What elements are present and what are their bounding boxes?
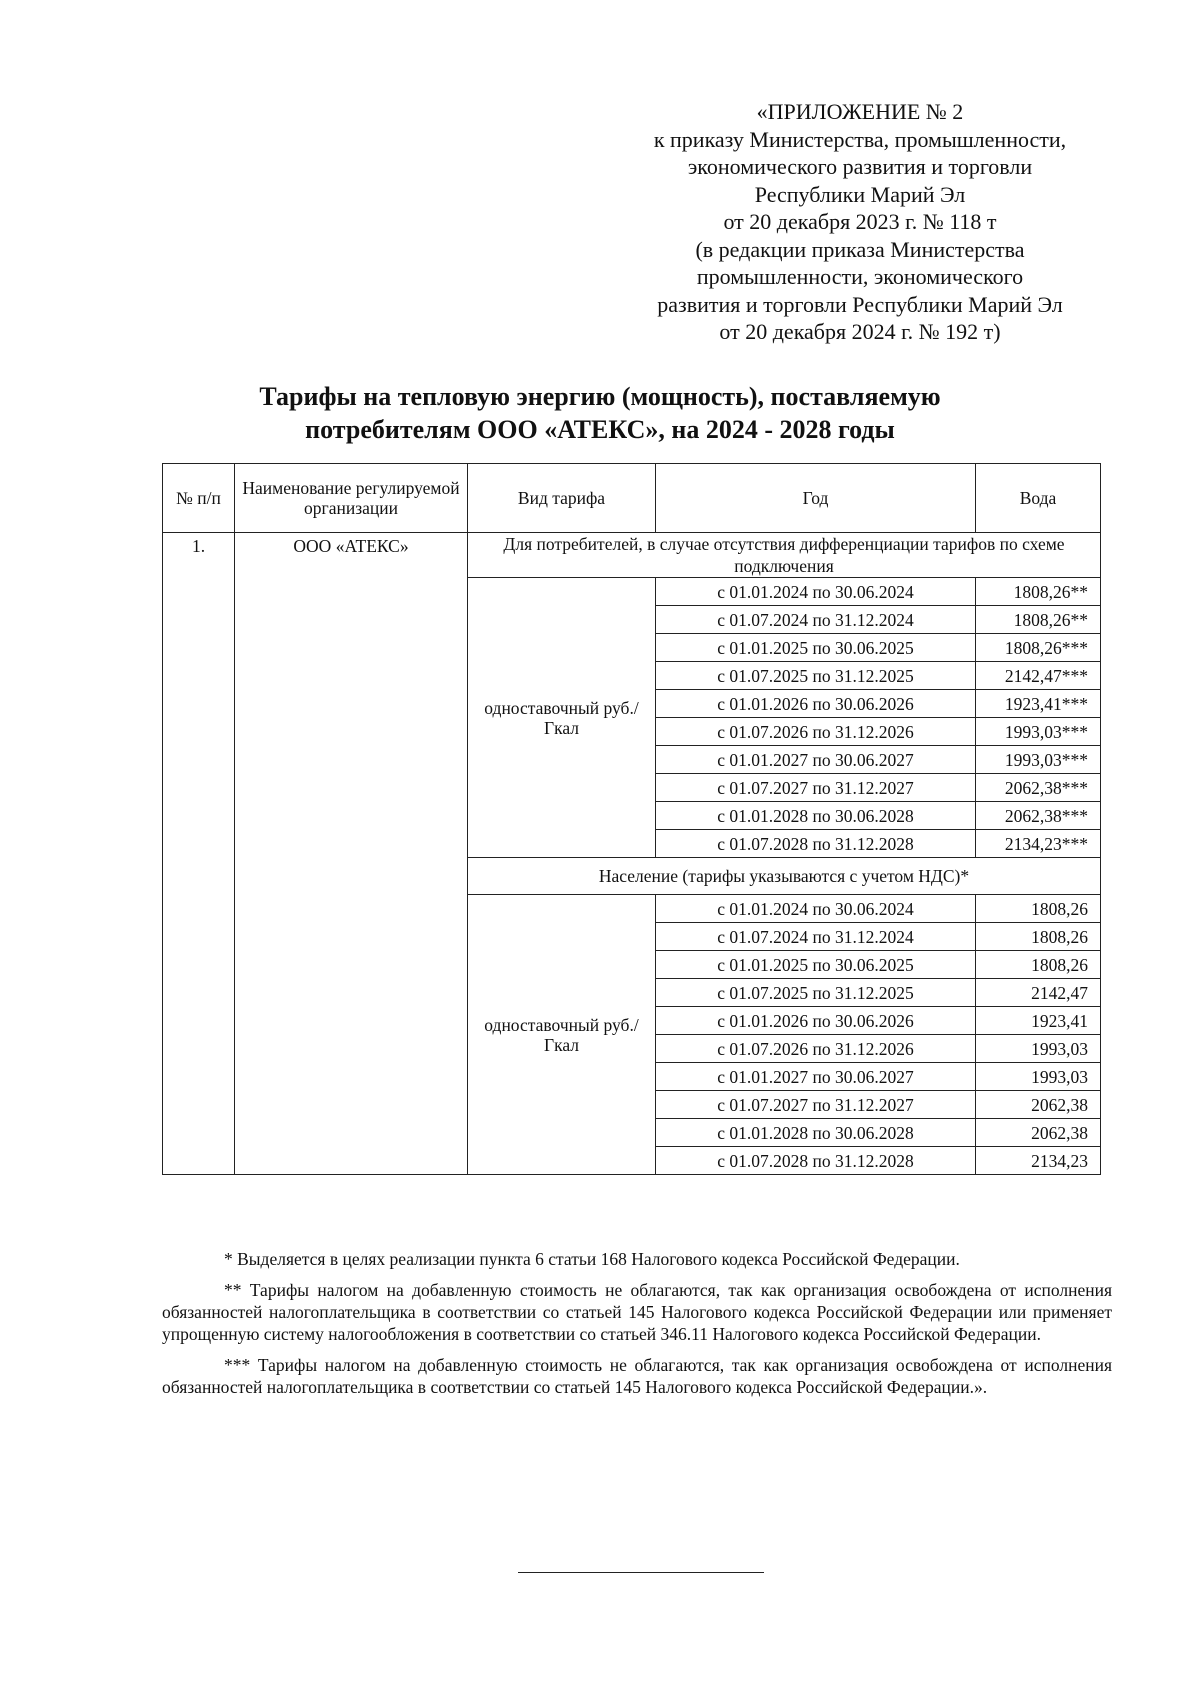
appendix-line: к приказу Министерства, промышленности, [653,126,1067,152]
value-cell: 1923,41 [976,1007,1101,1035]
value-cell: 2134,23*** [976,830,1101,858]
organization-name: ООО «АТЕКС» [235,533,468,1175]
header-tariff-type: Вид тарифа [468,464,656,533]
appendix-line: экономического развития и торговли [687,154,1033,179]
footnote-double-asterisk: ** Тарифы налогом на добавленную стоимость не облагаются, так как организация освобождена от исполнения обязанностей налогоплательщика в соответствии со статьей 145 Налогового кодекса Российской Федерации или применяет упрощенную систему налогообложения в соответствии со статьей 346.11 Налогового кодекса Российской Федерации. [162,1280,1112,1344]
period-cell: с 01.01.2027 по 30.06.2027 [656,746,976,774]
period-cell: с 01.01.2028 по 30.06.2028 [656,802,976,830]
appendix-line: Республики Марий Эл [754,181,966,207]
period-cell: с 01.01.2027 по 30.06.2027 [656,1063,976,1091]
value-cell: 2062,38 [976,1119,1101,1147]
value-cell: 1808,26 [976,923,1101,951]
row-number: 1. [163,533,235,1175]
period-cell: с 01.01.2026 по 30.06.2026 [656,690,976,718]
tariff-type: одноставочный руб./Гкал [468,578,656,858]
footnote-single-asterisk: * Выделяется в целях реализации пункта 6 статьи 168 Налогового кодекса Российской Федерации. [224,1249,960,1269]
value-cell: 2142,47 [976,979,1101,1007]
title-line: Тарифы на тепловую энергию (мощность), поставляемую [259,382,941,411]
header-year: Год [656,464,976,533]
header-org: Наименование регулируемой организации [235,464,468,533]
period-cell: с 01.07.2024 по 31.12.2024 [656,923,976,951]
value-cell: 2134,23 [976,1147,1101,1175]
value-cell: 1808,26** [976,606,1101,634]
footnotes [162,1248,1112,1407]
value-cell: 1993,03*** [976,718,1101,746]
document-title [150,380,1050,446]
period-cell: с 01.07.2026 по 31.12.2026 [656,718,976,746]
period-cell: с 01.01.2028 по 30.06.2028 [656,1119,976,1147]
period-cell: с 01.07.2028 по 31.12.2028 [656,1147,976,1175]
value-cell: 1808,26*** [976,634,1101,662]
period-cell: с 01.07.2026 по 31.12.2026 [656,1035,976,1063]
period-cell: с 01.07.2025 по 31.12.2025 [656,662,976,690]
section-title: Население (тарифы указываются с учетом НДС)* [468,858,1101,895]
header-water: Вода [976,464,1101,533]
appendix-heading [600,98,1120,346]
value-cell: 1808,26 [976,951,1101,979]
period-cell: с 01.01.2026 по 30.06.2026 [656,1007,976,1035]
period-cell: с 01.07.2025 по 31.12.2025 [656,979,976,1007]
value-cell: 1993,03 [976,1063,1101,1091]
appendix-line: промышленности, экономического [696,264,1024,289]
period-cell: с 01.01.2024 по 30.06.2024 [656,895,976,923]
section-title: Для потребителей, в случае отсутствия дифференциации тарифов по схеме подключения [468,533,1101,578]
title-line: потребителям ООО «АТЕКС», на 2024 - 2028 годы [305,415,895,444]
value-cell: 1993,03*** [976,746,1101,774]
period-cell: с 01.07.2027 по 31.12.2027 [656,774,976,802]
appendix-line: (в редакции приказа Министерства [695,236,1025,262]
closing-rule [518,1572,764,1573]
value-cell: 1808,26** [976,578,1101,606]
value-cell: 1993,03 [976,1035,1101,1063]
period-cell: с 01.01.2025 по 30.06.2025 [656,634,976,662]
value-cell: 1808,26 [976,895,1101,923]
appendix-line: развития и торговли Республики Марий Эл [657,291,1063,317]
period-cell: с 01.07.2027 по 31.12.2027 [656,1091,976,1119]
value-cell: 2062,38 [976,1091,1101,1119]
value-cell: 2062,38*** [976,802,1101,830]
value-cell: 2142,47*** [976,662,1101,690]
value-cell: 2062,38*** [976,774,1101,802]
period-cell: с 01.07.2028 по 31.12.2028 [656,830,976,858]
appendix-line: от 20 декабря 2023 г. № 118 т [723,209,997,234]
appendix-line: от 20 декабря 2024 г. № 192 т) [719,319,1001,344]
footnote-triple-asterisk: *** Тарифы налогом на добавленную стоимость не облагаются, так как организация освобождена от исполнения обязанностей налогоплательщика в соответствии со статьей 145 Налогового кодекса Российской Федерации.». [162,1355,1112,1397]
tariff-table [162,463,1101,1175]
period-cell: с 01.01.2025 по 30.06.2025 [656,951,976,979]
appendix-line: «ПРИЛОЖЕНИЕ № 2 [756,99,964,124]
value-cell: 1923,41*** [976,690,1101,718]
period-cell: с 01.07.2024 по 31.12.2024 [656,606,976,634]
header-no: № п/п [163,464,235,533]
tariff-type: одноставочный руб./Гкал [468,895,656,1175]
period-cell: с 01.01.2024 по 30.06.2024 [656,578,976,606]
